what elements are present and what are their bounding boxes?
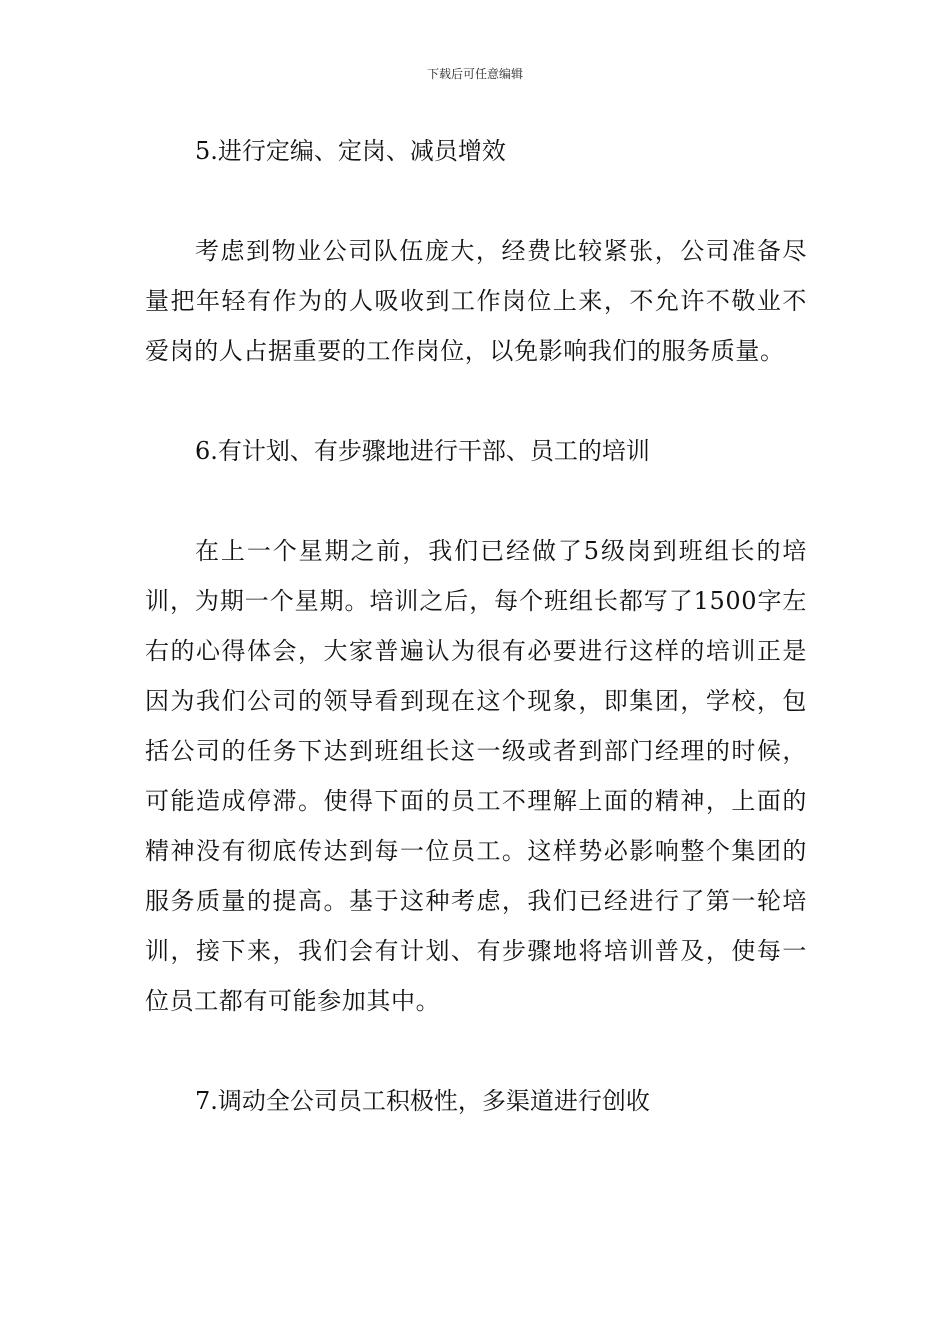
section-paragraph-5: 考虑到物业公司队伍庞大，经费比较紧张，公司准备尽量把年轻有作为的人吸收到工作岗位上来，不允许不敬业不爱岗的人占据重要的工作岗位，以免影响我们的服务质量。 xyxy=(145,237,807,365)
spacer xyxy=(145,176,807,226)
section-paragraph-6: 在上一个星期之前，我们已经做了5级岗到班组长的培训，为期一个星期。培训之后，每个班组长都写了1500字左右的心得体会，大家普遍认为很有必要进行这样的培训正是因为我们公司的领导看到现在这个现象，即集团，学校，包括公司的任务下达到班组长这一级或者到部门经理的时候，可能造成停滞。使得下面的员工不理解上面的精神，上面的精神没有彻底传达到每一位员工。这样势必影响整个集团的服务质量的提高。基于这种考虑，我们已经进行了第一轮培训，接下来，我们会有计划、有步骤地将培训普及，使每一位员工都有可能参加其中。 xyxy=(145,537,807,1015)
page-header: 下载后可任意编辑 xyxy=(426,67,523,81)
section-heading-6: 6.有计划、有步骤地进行干部、员工的培训 xyxy=(195,437,650,465)
spacer xyxy=(145,476,807,526)
document-body xyxy=(145,126,807,1126)
section-heading-7: 7.调动全公司员工积极性，多渠道进行创收 xyxy=(195,1087,650,1115)
spacer xyxy=(145,1026,807,1076)
spacer xyxy=(145,376,807,426)
section-heading-5: 5.进行定编、定岗、减员增效 xyxy=(195,137,506,165)
